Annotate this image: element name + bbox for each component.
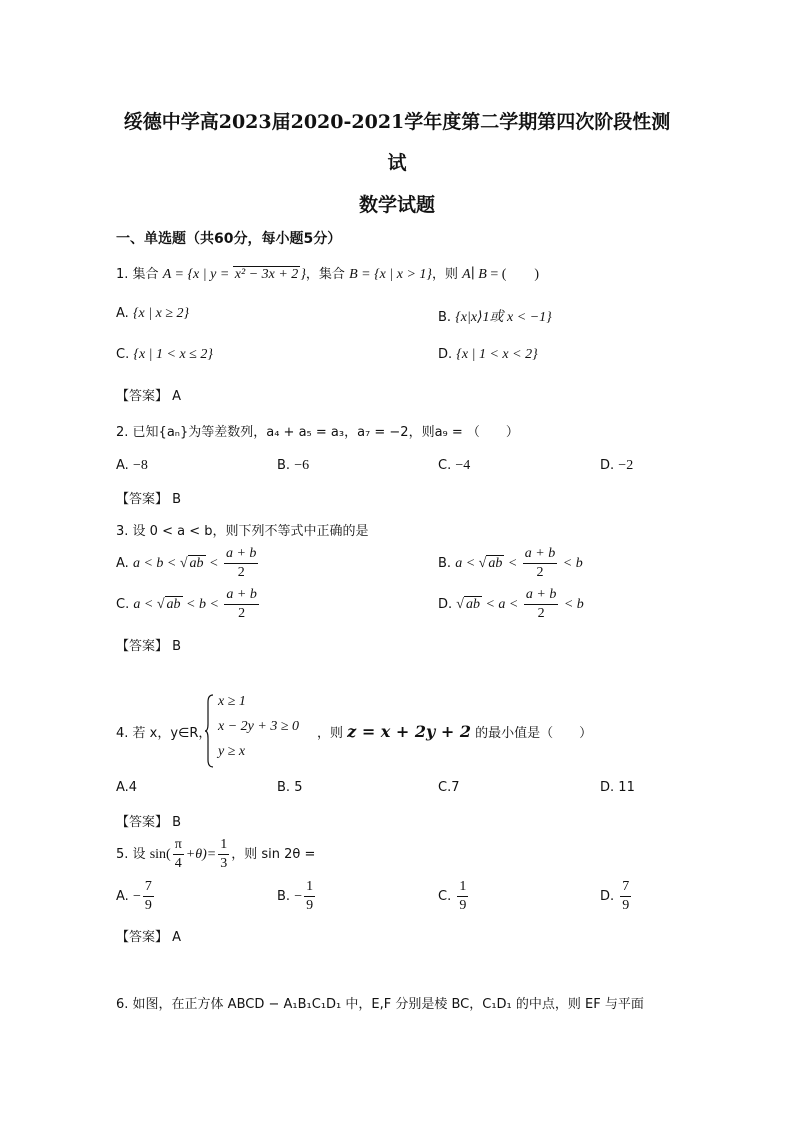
document-subtitle: 数学试题 <box>358 194 435 216</box>
q3-option-b: B. a < √ ab < $\frac{a + b}{2}$ < b <box>438 546 583 580</box>
question-6: 6. 如图，在正方体 ABCD − A₁B₁C₁D₁ 中，E,F 分别是棱 BC，C₁D₁ 的中点，则 EF 与平面 <box>116 997 644 1012</box>
q4-option-c: C.7 <box>438 780 460 795</box>
q2-option-d: D. −2 <box>600 458 634 473</box>
q3-option-a: A. a < b < √ ab < $\frac{a + b}{2}$ <box>116 546 257 580</box>
q5-option-b: B. − $\frac{1}{9}$ <box>277 879 314 913</box>
q2-answer: 【答案】 B <box>116 492 182 507</box>
constraint-3: y ≥ x <box>218 744 246 759</box>
objective-function: z = x + 2y + 2 <box>347 722 471 741</box>
q1-answer: 【答案】 A <box>116 389 182 404</box>
question-number: 5. <box>116 847 129 862</box>
section-heading: 一、单选题（共60分，每小题5分） <box>116 231 342 247</box>
document-title-line2: 试 <box>387 152 407 174</box>
question-number: 1. <box>116 267 129 282</box>
q5-option-a: A. − $\frac{7}{9}$ <box>116 879 152 913</box>
q2-option-b: B. −6 <box>277 458 310 473</box>
q4-answer: 【答案】 B <box>116 815 182 830</box>
question-3: 3. 设 0 < a < b，则下列不等式中正确的是 <box>116 524 369 539</box>
q1-option-a: A. {x | x ≥ 2} <box>116 306 190 321</box>
left-brace-icon <box>204 694 214 768</box>
q5-option-d: D. $\frac{7}{9}$ <box>600 879 630 913</box>
constraint-2: x − 2y + 3 ≥ 0 <box>218 719 300 734</box>
q4-option-a: A.4 <box>116 780 138 795</box>
q3-option-c: C. a < √ ab < b < $\frac{a + b}{2}$ <box>116 587 257 621</box>
q1-option-b: B. {x|x⟩1或 x < −1} <box>438 310 552 325</box>
q3-answer: 【答案】 B <box>116 639 182 654</box>
q3-option-d: D. √ ab < a < $\frac{a + b}{2}$ < b <box>438 587 584 621</box>
question-number: 4. <box>116 726 129 741</box>
q1-option-c: C. {x | 1 < x ≤ 2} <box>116 347 213 362</box>
question-4: 4. 若 x，y∈R， <box>116 726 212 741</box>
question-5: 5. 设 sin( $\frac{\pi}{4}$ +θ)= $\frac{1}{3}$ ，则 sin 2θ = <box>116 837 316 871</box>
question-4-tail: ，则 z = x + 2y + 2 的最小值是（ ） <box>317 722 593 741</box>
question-number: 6. <box>116 997 129 1012</box>
q4-option-b: B. 5 <box>277 780 303 795</box>
question-number: 3. <box>116 524 129 539</box>
q4-option-d: D. 11 <box>600 780 635 795</box>
constraint-1: x ≥ 1 <box>218 694 246 709</box>
q5-answer: 【答案】 A <box>116 930 182 945</box>
radical: x² − 3x + 2 <box>234 267 299 282</box>
document-title-line1: 绥德中学高2023届2020-2021学年度第二学期第四次阶段性测 <box>123 111 671 133</box>
question-1: 1. 集合 A = {x | y = x² − 3x + 2 }，集合 B = {x | x > 1}，则 A∣ B = ( ) <box>116 267 540 282</box>
question-number: 2. <box>116 425 129 440</box>
q1-option-d: D. {x | 1 < x < 2} <box>438 347 538 362</box>
question-2: 2. 已知{aₙ}为等差数列，a₄ + a₅ = a₃，a₇ = −2，则a₉ = （ ） <box>116 425 519 440</box>
q2-option-c: C. −4 <box>438 458 471 473</box>
q2-option-a: A. −8 <box>116 458 148 473</box>
q5-option-c: C. $\frac{1}{9}$ <box>438 879 467 913</box>
